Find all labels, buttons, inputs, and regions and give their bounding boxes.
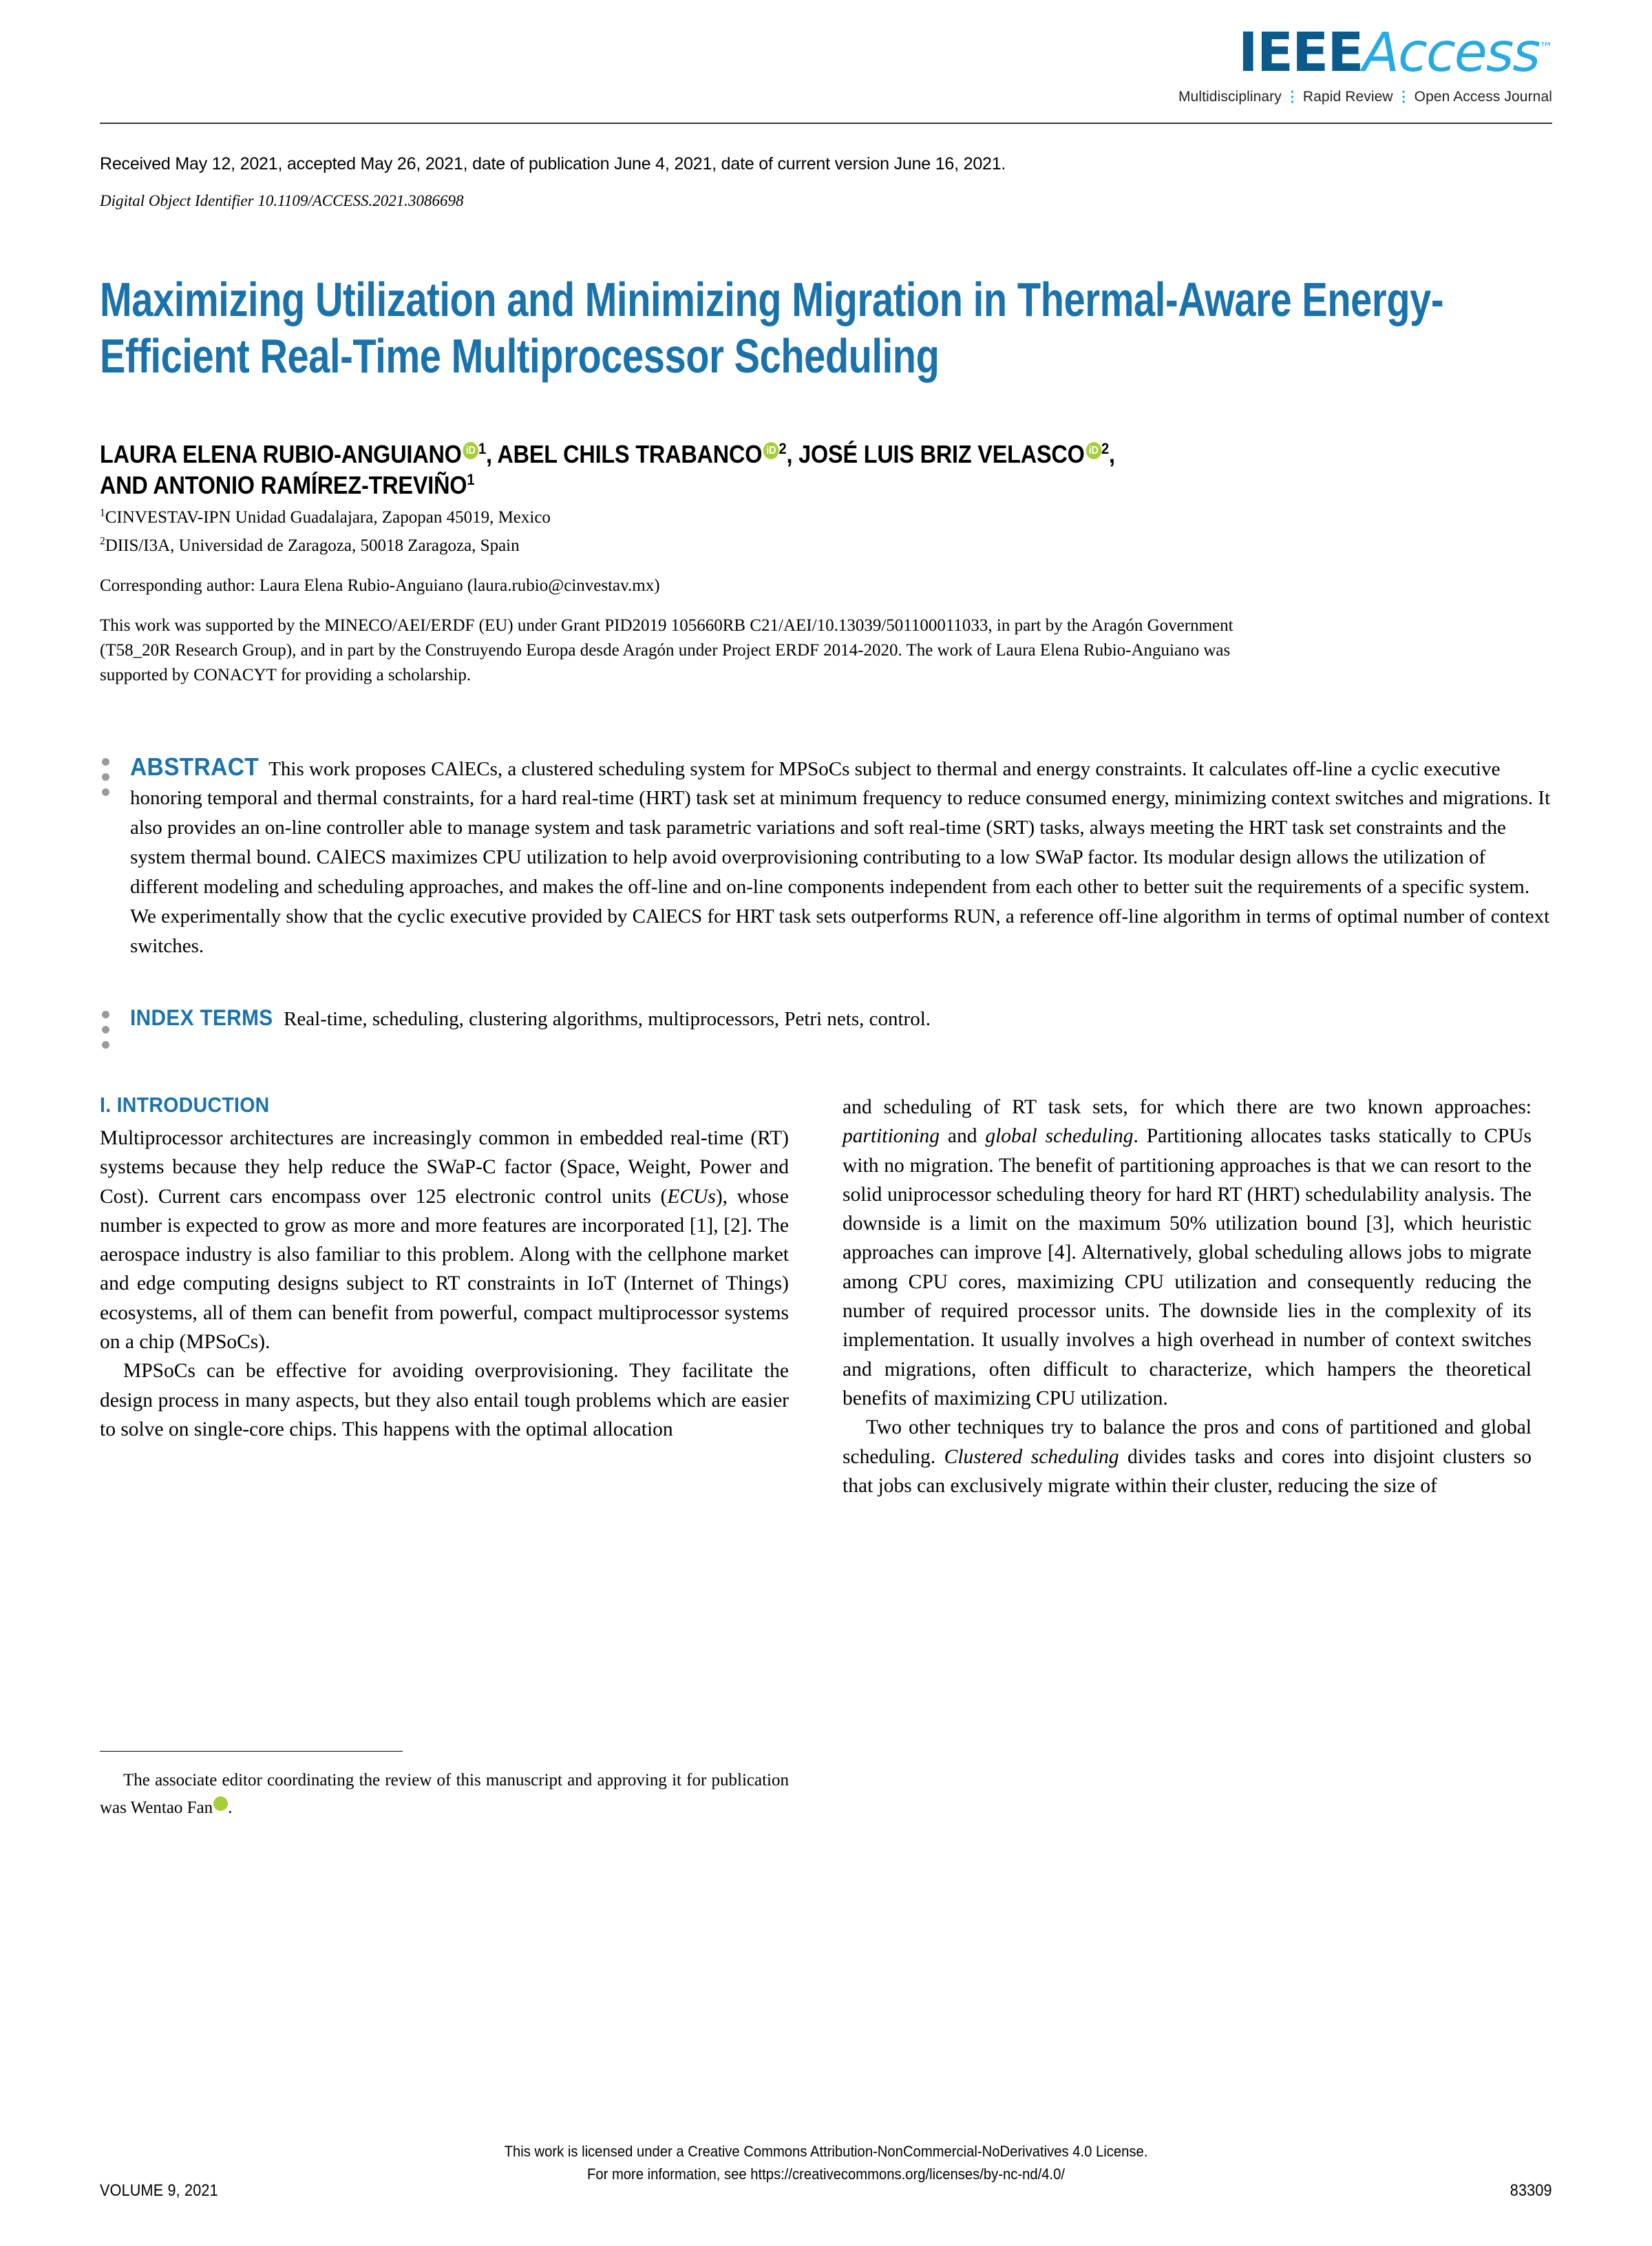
index-terms-section	[100, 1005, 1552, 1031]
left-paragraph-1	[100, 1124, 789, 1357]
footnote-text-a: The associate editor coordinating the review of this manuscript and approving it for publication was Wentao Fan	[100, 1770, 789, 1818]
volume-label: VOLUME 9, 2021	[100, 2181, 218, 2200]
orcid-icon-1[interactable]: iD	[463, 442, 478, 459]
license-line-1: This work is licensed under a Creative Commons Attribution-NonCommercial-NoDerivatives 4.0 License.	[504, 2143, 1148, 2160]
index-terms-paragraph	[130, 1005, 1552, 1031]
publication-dates	[100, 154, 1552, 210]
ieee-access-logo	[1178, 22, 1552, 105]
author-2-affil-marker: 2	[779, 439, 787, 457]
abstract-text: This work proposes CAlECs, a clustered scheduling system for MPSoCs subject to thermal and energy constraints. It calculates off-line a cyclic executive honoring temporal and thermal constraints, for a hard real-time (HRT) task set at minimum frequency to reduce consumed energy, minimizing context switches and migrations. It also provides an on-line controller able to manage system and task parametric variations and soft real-time (SRT) tasks, always meeting the HRT task set constraints and the system thermal bound. CAlECS maximizes CPU utilization to help avoid overprovisioning contributing to a low SWaP factor. Its modular design allows the utilization of different modeling and scheduling approaches, and makes the off-line and on-line components independent from each other to better suit the requirements of a specific system. We experimentally show that the cyclic executive provided by CAlECS for HRT task sets outperforms RUN, a reference off-line algorithm in terms of optimal number of context switches.	[130, 757, 1551, 957]
left-column	[100, 1093, 789, 1823]
affiliation-2-marker: 2	[100, 535, 105, 547]
orcid-icon-3[interactable]: iD	[1086, 442, 1101, 459]
abstract-section	[100, 753, 1552, 961]
masthead-divider	[100, 123, 1552, 124]
author-4-name: AND ANTONIO RAMÍREZ-TREVIÑO	[100, 471, 467, 500]
body-columns	[100, 1093, 1552, 1823]
affiliation-2	[100, 534, 1552, 558]
right-p2-part-b: divides tasks and cores into disjoint clusters so that jobs can exclusively migrate within their cluster, reducing the size of	[843, 1445, 1532, 1498]
author-4-affil-marker: 1	[467, 471, 475, 489]
section-heading-introduction: I. INTRODUCTION	[100, 1092, 270, 1117]
logo-tagline	[1178, 88, 1552, 105]
abstract-paragraph	[130, 753, 1552, 961]
index-terms-heading: INDEX TERMS	[130, 1005, 273, 1030]
author-1-name: LAURA ELENA RUBIO-ANGUIANO	[100, 439, 462, 468]
left-p1-part-b: ), whose number is expected to grow as more and more features are incorporated [1], [2]. The aerospace industry is also familiar to this problem. Along with the cellphone market and edge computing designs subject to RT constraints in IoT (Internet of Things) ecosystems, all of them can benefit from powerful, compact multiprocessor systems on a chip (MPSoCs).	[100, 1185, 789, 1354]
left-p1-italic-ecus: ECUs	[667, 1185, 716, 1208]
page-footer	[100, 2140, 1552, 2202]
author-1-affil-marker: 1	[478, 439, 486, 457]
right-column	[843, 1093, 1532, 1823]
author-list	[100, 439, 1551, 501]
funding-statement: This work was supported by the MINECO/AEI/ERDF (EU) under Grant PID2019 105660RB C21/AEI/10.13039/501100011033, in part by the Aragón Government (T58_20R Research Group), and in part by the Construyendo Europa desde Aragón under Project ERDF 2014-2020. The work of Laura Elena Rubio-Anguiano was supported by CONACYT for providing a scholarship.	[100, 616, 1233, 684]
license-notice	[158, 2140, 1494, 2185]
doi-line: Digital Object Identifier 10.1109/ACCESS.2021.3086698	[100, 192, 464, 209]
received-line: Received May 12, 2021, accepted May 26, 2021, date of publication June 4, 2021, date of current version June 16, 2021.	[100, 154, 1006, 174]
affiliation-1-text: CINVESTAV-IPN Unidad Guadalajara, Zapopan 45019, Mexico	[105, 507, 551, 527]
affiliation-1-marker: 1	[100, 507, 105, 519]
tagline-rapid-review: Rapid Review	[1302, 89, 1393, 105]
right-p1-italic-partitioning: partitioning	[843, 1125, 940, 1148]
left-paragraph-2: MPSoCs can be effective for avoiding overprovisioning. They facilitate the design process in many aspects, but they also entail tough problems which are easier to solve on single-core chips. This happens with the optimal allocation	[100, 1360, 789, 1441]
author-2-name: , ABEL CHILS TRABANCO	[485, 439, 763, 468]
trademark-icon: ™	[1539, 39, 1552, 56]
logo-ieee-text: IEEE	[1238, 22, 1363, 84]
orcid-icon-2[interactable]: iD	[763, 442, 779, 459]
right-paragraph-2	[843, 1413, 1532, 1500]
right-p1-italic-global-scheduling: global scheduling	[985, 1125, 1134, 1148]
author-3-affil-marker: 2	[1101, 439, 1109, 457]
orcid-icon-editor[interactable]: iD	[213, 1796, 228, 1811]
right-p1-part-b: . Partitioning allocates tasks statically to CPUs with no migration. The benefit of partitioning approaches is that we can resort to the solid uniprocessor scheduling theory for hard RT (HRT) schedulability analysis. The downside is a limit on the maximum 50% utilization bound [3], which heuristic approaches can improve [4]. Alternatively, global scheduling allows jobs to migrate among CPU cores, maximizing CPU utilization and consequently reducing the number of required processor units. The downside lies in the complexity of its implementation. It usually involves a high overhead in number of context switches and migrations, often difficult to characterize, which hampers the theoretical benefits of maximizing CPU utilization.	[843, 1125, 1532, 1410]
tagline-multidisciplinary: Multidisciplinary	[1178, 89, 1282, 105]
author-3-name: , JOSÉ LUIS BRIZ VELASCO	[786, 439, 1085, 468]
affiliation-2-text: DIIS/I3A, Universidad de Zaragoza, 50018 Zaragoza, Spain	[105, 536, 520, 555]
right-p1-mid: and	[939, 1125, 986, 1148]
footnote-text	[100, 1767, 789, 1823]
logo-access-text: Access	[1362, 22, 1539, 84]
tagline-open-access: Open Access Journal	[1414, 89, 1552, 105]
left-p1-part-a: Multiprocessor architectures are increasingly common in embedded real-time (RT) systems because they help reduce the SWaP-C factor (Space, Weight, Power and Cost). Current cars encompass over 125 electronic control units (	[100, 1126, 789, 1208]
footnote-divider	[100, 1751, 403, 1752]
page-title: Maximizing Utilization and Minimizing Migration in Thermal-Aware Energy-Efficient Real-Time Multiprocessor Scheduling	[100, 273, 1444, 383]
index-terms-text: Real-time, scheduling, clustering algorithms, multiprocessors, Petri nets, control.	[284, 1007, 931, 1030]
tagline-separator-icon: ⋮	[1284, 89, 1300, 105]
masthead	[100, 0, 1552, 124]
author-line-comma: ,	[1108, 439, 1115, 468]
corresponding-author: Corresponding author: Laura Elena Rubio-Anguiano (laura.rubio@cinvestav.mx)	[100, 576, 660, 595]
abstract-dot-marker-icon	[102, 758, 109, 804]
footnote-text-b: .	[228, 1798, 233, 1818]
logo-wordmark	[1178, 22, 1552, 84]
right-p2-part-a: Two other techniques try to balance the pros and cons of partitioned and global scheduling.	[843, 1416, 1532, 1468]
right-paragraph-1	[843, 1093, 1532, 1414]
abstract-heading: ABSTRACT	[130, 752, 260, 781]
index-terms-dot-marker-icon	[102, 1011, 109, 1056]
footnote-block	[100, 1740, 789, 1823]
right-p1-part-a: and scheduling of RT task sets, for which there are two known approaches:	[843, 1095, 1532, 1118]
license-line-2: For more information, see https://creativecommons.org/licenses/by-nc-nd/4.0/	[586, 2165, 1066, 2183]
right-p2-italic-clustered-scheduling: Clustered scheduling	[944, 1445, 1119, 1468]
page-number: 83309	[1510, 2181, 1552, 2200]
tagline-separator-icon-2: ⋮	[1396, 89, 1411, 105]
affiliation-1	[100, 505, 1552, 530]
